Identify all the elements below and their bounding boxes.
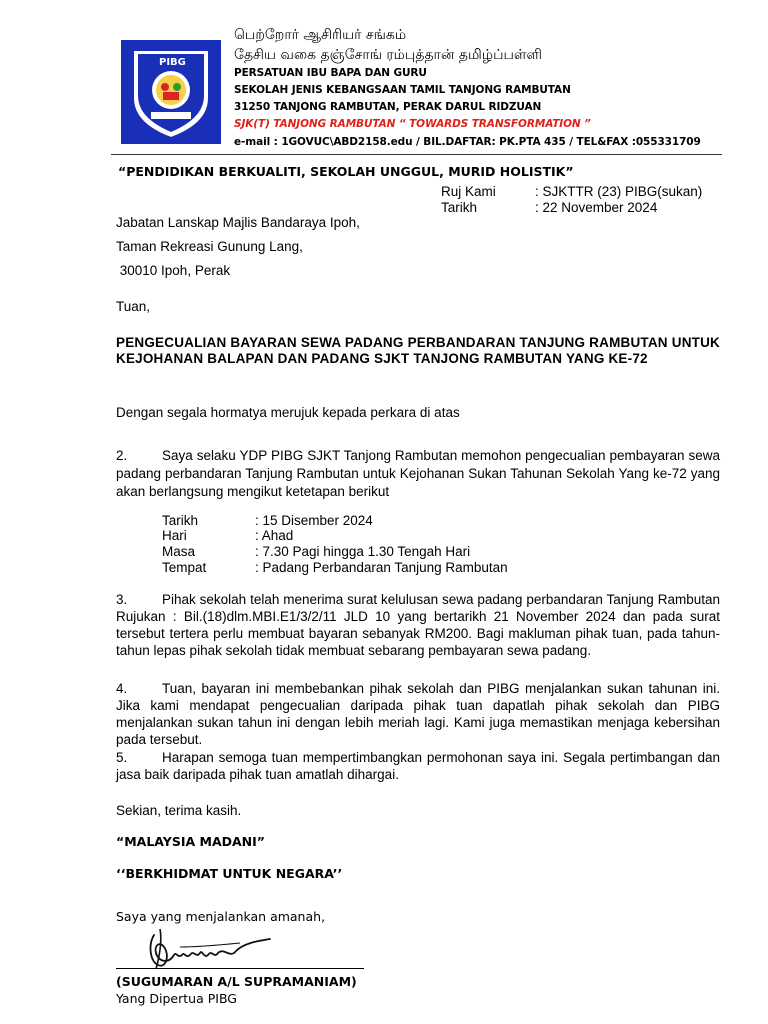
school-motto: SJK(T) TANJONG RAMBUTAN “ TOWARDS TRANSFORMATION ” xyxy=(234,118,591,130)
slogan-negara: ‘‘BERKHIDMAT UNTUK NEGARA’’ xyxy=(116,866,343,881)
date-label: Tarikh xyxy=(441,200,478,215)
detail-value-day: : Ahad xyxy=(255,528,294,543)
ref-label: Ruj Kami xyxy=(441,184,496,199)
tamil-title-2: தேசிய வகை தஞ்சோங் ரம்புத்தான் தமிழ்ப்பள்ளி xyxy=(234,47,543,63)
header-divider xyxy=(111,154,722,155)
salutation: Tuan, xyxy=(116,299,151,314)
para5-number: 5. xyxy=(116,750,128,765)
detail-value-time: : 7.30 Pagi hingga 1.30 Tengah Hari xyxy=(255,544,471,559)
signature-line xyxy=(116,968,364,969)
detail-label-place: Tempat xyxy=(162,560,207,575)
closing: Sekian, terima kasih. xyxy=(116,803,242,818)
sign-intro: Saya yang menjalankan amanah, xyxy=(116,909,326,924)
detail-value-date: : 15 Disember 2024 xyxy=(255,513,373,528)
para3-body: Pihak sekolah telah menerima surat kelulusan sewa padang perbandaran Tanjung Rambutan Rujukan : Bil.(18)dlm.MBI.E1/3/2/11 JLD 10 yang bertarikh 21 November 2024 dan pada surat tersebut tertera perlu membuat bayaran sebanyak RM200. Bagi makluman pihak tuan, pada tahun-tahun lepas pihak sekolah tidak membuat sebarang pembayaran sewa padang. xyxy=(116,592,720,658)
org-name: PERSATUAN IBU BAPA DAN GURU xyxy=(234,67,427,79)
logo-text: PIBG xyxy=(159,57,186,68)
para2-number: 2. xyxy=(116,448,128,463)
detail-label-day: Hari xyxy=(162,528,187,543)
detail-label-time: Masa xyxy=(162,544,196,559)
intro-text: Dengan segala hormatya merujuk kepada perkara di atas xyxy=(116,405,460,420)
tamil-title-1: பெற்றோர் ஆசிரியர் சங்கம் xyxy=(234,27,407,43)
para5-body: Harapan semoga tuan mempertimbangkan permohonan saya ini. Segala pertimbangan dan jasa baik daripada pihak tuan amatlah dihargai. xyxy=(116,750,720,782)
detail-label-date: Tarikh xyxy=(162,513,199,528)
letter-subject: PENGECUALIAN BAYARAN SEWA PADANG PERBANDARAN TANJUNG RAMBUTAN UNTUK KEJOHANAN BALAPAN DAN PADANG SJKT TANJONG RAMBUTAN YANG KE-72 xyxy=(116,335,720,366)
para4-body: Tuan, bayaran ini membebankan pihak sekolah dan PIBG menjalankan sukan tahunan ini. Jika kami mendapat pengecualian daripada pihak tuan dapatlah pihak sekolah dan PIBG menjalankan sukan tahun ini dengan lebih meriah lagi. Kami juga memastikan menjaga kebersihan pada tersebut. xyxy=(116,681,720,747)
para3-number: 3. xyxy=(116,592,128,607)
slogan-madani: “MALAYSIA MADANI” xyxy=(116,834,265,849)
recipient-line-2: Taman Rekreasi Gunung Lang, xyxy=(116,239,303,254)
para3-text xyxy=(116,591,720,659)
para5-text xyxy=(116,749,720,783)
detail-value-place: : Padang Perbandaran Tanjung Rambutan xyxy=(255,560,508,575)
para2-text xyxy=(116,447,720,501)
para4-number: 4. xyxy=(116,681,128,696)
school-address: 31250 TANJONG RAMBUTAN, PERAK DARUL RIDZUAN xyxy=(234,101,542,113)
signer-name: (SUGUMARAN A/L SUPRAMANIAM) xyxy=(116,974,357,989)
recipient-line-3: 30010 Ipoh, Perak xyxy=(116,263,231,278)
ref-value: : SJKTTR (23) PIBG(sukan) xyxy=(535,184,703,199)
signer-title: Yang Dipertua PIBG xyxy=(116,991,237,1006)
date-value: : 22 November 2024 xyxy=(535,200,658,215)
para4-text xyxy=(116,680,720,748)
school-slogan: “PENDIDIKAN BERKUALITI, SEKOLAH UNGGUL, MURID HOLISTIK” xyxy=(118,164,574,179)
para2-body: Saya selaku YDP PIBG SJKT Tanjong Rambutan memohon pengecualian pembayaran sewa padang perbandaran Tanjung Rambutan untuk Kejohanan Sukan Tahunan Sekolah Yang ke-72 yang akan berlangsung mengikut ketetapan berikut xyxy=(116,448,720,499)
pibg-logo xyxy=(121,40,221,144)
school-name: SEKOLAH JENIS KEBANGSAAN TAMIL TANJONG RAMBUTAN xyxy=(234,84,571,96)
recipient-line-1: Jabatan Lanskap Majlis Bandaraya Ipoh, xyxy=(116,215,360,230)
contact-line: e-mail : 1GOVUC\ABD2158.edu / BIL.DAFTAR: PK.PTA 435 / TEL&FAX :055331709 xyxy=(234,136,701,148)
